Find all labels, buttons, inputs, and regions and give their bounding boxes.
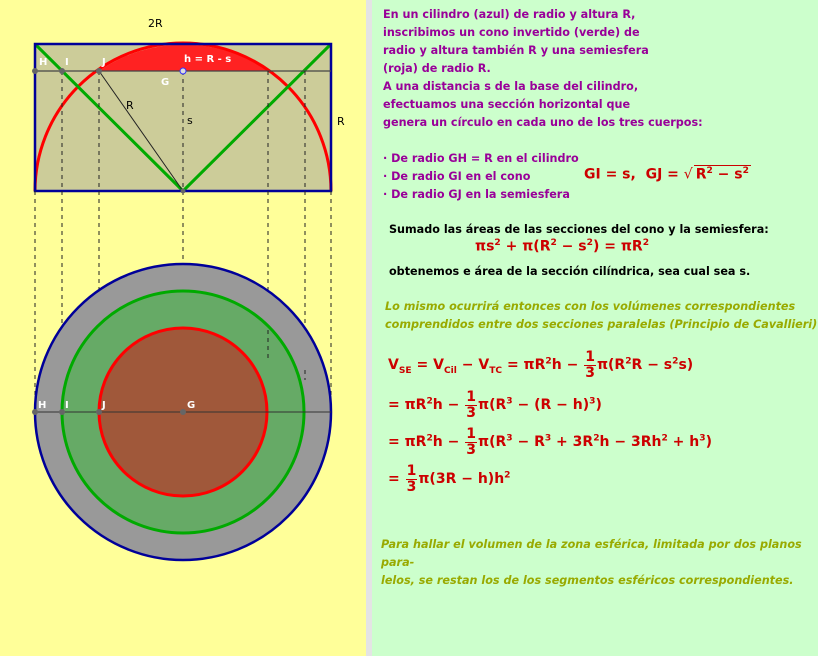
- cavalieri-line: comprendidos entre dos secciones paralelas (Principio de Cavallieri): [385, 318, 818, 331]
- point-i-top[interactable]: [59, 68, 65, 74]
- geometry-figure: [0, 0, 366, 656]
- sum-sentence: Sumado las áreas de las secciones del cono y la semiesfera:: [389, 223, 769, 236]
- volume-line-3: = $\pi R^2h$ − $\frac{1}{3}$ $\pi(R^3 - R^3 + 3R^2h - 3Rh^2 + h^3)$: [388, 426, 712, 458]
- final-line: Para hallar el volumen de la zona esférica, limitada por dos planos para-: [381, 538, 802, 569]
- volume-line-1: $V_{SE} = V_{Cil} - V_{TC} = \pi R^2h$ − $\frac{1}{3}$ $\pi(R^2R - s^2s)$: [388, 349, 694, 381]
- label-i-point-bottom: I: [65, 400, 69, 411]
- intro-line: En un cilindro (azul) de radio y altura R,: [383, 8, 636, 21]
- label-i-point-top: I: [65, 57, 69, 68]
- intro-line: efectuamos una sección horizontal que: [383, 98, 631, 111]
- point-section-top[interactable]: [180, 68, 186, 74]
- radius-bullets: [383, 150, 579, 204]
- bullet-cylinder: · De radio GH = R en el cilindro: [383, 152, 579, 165]
- area-formula: $\pi s^2 + \pi(R^2 - s^2) = \pi R^2$: [475, 238, 650, 255]
- label-j-point-bottom: J: [102, 400, 106, 411]
- intro-line: inscribimos un cono invertido (verde) de: [383, 26, 640, 39]
- point-j-top[interactable]: [96, 68, 102, 74]
- point-h-top[interactable]: [32, 68, 38, 74]
- point-g-bottom[interactable]: [180, 409, 186, 415]
- label-r-slant: R: [126, 99, 134, 112]
- cavalieri-line: Lo mismo ocurrirá entonces con los volúmenes correspondientes: [385, 300, 796, 313]
- point-g-top[interactable]: [181, 189, 186, 194]
- intro-line: (roja) de radio R.: [383, 62, 491, 75]
- label-h-point-bottom: H: [38, 400, 47, 411]
- intro-line: genera un círculo en cada uno de los tres cuerpos:: [383, 116, 703, 129]
- figure-panel: [0, 0, 366, 656]
- volume-line-4: = $\frac{1}{3}$ $\pi(3R - h)h^2$: [388, 463, 511, 495]
- result-sentence: obtenemos e área de la sección cilíndrica, sea cual sea s.: [389, 265, 751, 278]
- bullet-cone: · De radio GI en el cono: [383, 170, 531, 183]
- label-j-point-top: J: [102, 57, 106, 68]
- final-paragraph: [381, 536, 818, 590]
- label-g-point-bottom: G: [187, 400, 196, 411]
- text-panel: [372, 0, 818, 656]
- cavalieri-paragraph: [385, 298, 817, 334]
- intro-paragraph: [383, 6, 703, 132]
- label-g-point-top: G: [161, 77, 170, 88]
- label-h-point-top: H: [39, 57, 48, 68]
- intro-line: A una distancia s de la base del cilindro,: [383, 80, 639, 93]
- label-s: s: [187, 114, 193, 127]
- radius-formula: GI = s, GJ = √ $R^2 - s^2$: [584, 166, 749, 183]
- volume-line-2: = $\pi R^2h$ − $\frac{1}{3}$ $\pi(R^3 - (R - h)^3)$: [388, 389, 602, 421]
- final-line: lelos, se restan los de los segmentos esféricos correspondientes.: [381, 574, 794, 587]
- bullet-hemisphere: · De radio GJ en la semiesfera: [383, 188, 570, 201]
- intro-line: radio y altura también R y una semiesfera: [383, 44, 649, 57]
- label-h: h = R - s: [184, 54, 232, 65]
- label-2r: 2R: [148, 17, 163, 30]
- label-r-side: R: [337, 115, 345, 128]
